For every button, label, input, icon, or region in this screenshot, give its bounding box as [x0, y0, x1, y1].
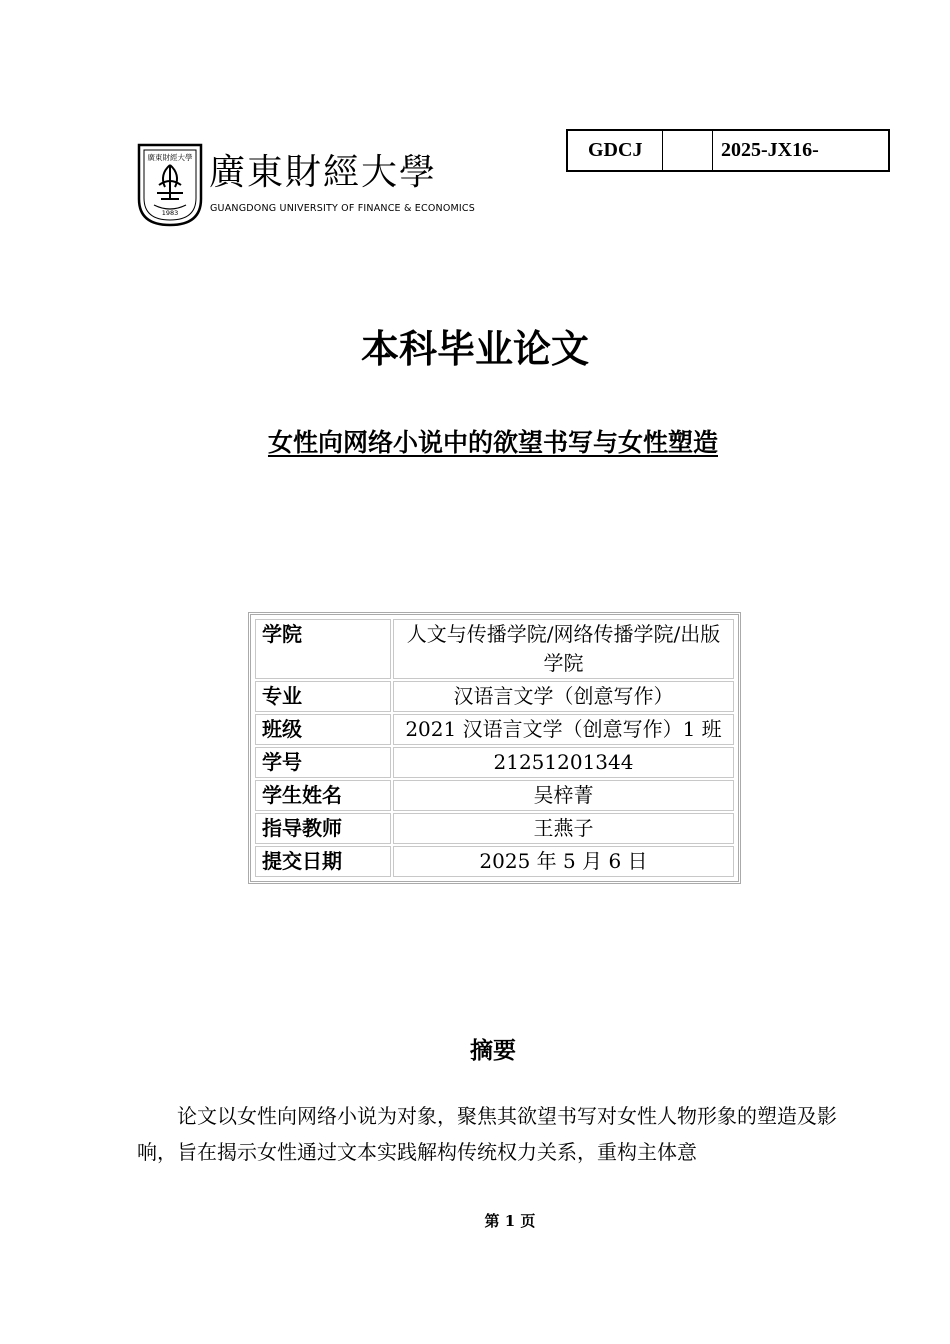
row-label: 学院: [255, 619, 391, 679]
seal-year-text: 1983: [161, 209, 179, 217]
table-row: [255, 780, 734, 811]
table-row: [255, 813, 734, 844]
abstract-heading: 摘要: [470, 1038, 516, 1064]
thesis-title-text: 女性向网络小说中的欲望书写与女性塑造: [267, 428, 718, 457]
abstract-body: [137, 1098, 853, 1170]
table-row: [255, 681, 734, 712]
table-row: [255, 619, 734, 679]
row-value: 王燕子: [393, 813, 734, 844]
row-label: 学号: [255, 747, 391, 778]
row-label: 学生姓名: [255, 780, 391, 811]
university-seal-icon: [137, 143, 203, 227]
code-suffix: 2025-JX16-: [721, 139, 819, 161]
page-number: 第 1 页: [484, 1212, 536, 1230]
logo-english-name: GUANGDONG UNIVERSITY OF FINANCE & ECONOMICS: [210, 203, 475, 214]
row-value: 2025 年 5 月 6 日: [393, 846, 734, 877]
table-row: [255, 747, 734, 778]
student-info-table: [248, 612, 741, 884]
thesis-type-heading: 本科毕业论文: [360, 327, 589, 371]
table-row: [255, 714, 734, 745]
row-label: 专业: [255, 681, 391, 712]
row-label: 指导教师: [255, 813, 391, 844]
table-row: [255, 846, 734, 877]
code-prefix: GDCJ: [568, 131, 663, 170]
row-value: 汉语言文学（创意写作）: [393, 681, 734, 712]
row-value: 21251201344: [393, 747, 734, 778]
thesis-code-box: [566, 129, 890, 172]
code-middle: [663, 131, 713, 170]
seal-cn-text: 廣東財經大學: [147, 153, 193, 162]
row-value: 人文与传播学院/网络传播学院/出版学院: [393, 619, 734, 679]
university-logo: [137, 143, 475, 229]
thesis-title: [0, 423, 950, 459]
row-value: 吴梓菁: [393, 780, 734, 811]
abstract-paragraph: 论文以女性向网络小说为对象，聚焦其欲望书写对女性人物形象的塑造及影响，旨在揭示女性通过文本实践解构传统权力关系，重构主体意: [137, 1104, 837, 1164]
logo-chinese-name: 廣東財經大學: [209, 152, 438, 193]
row-value: 2021 汉语言文学（创意写作）1 班: [393, 714, 734, 745]
row-label: 班级: [255, 714, 391, 745]
row-label: 提交日期: [255, 846, 391, 877]
